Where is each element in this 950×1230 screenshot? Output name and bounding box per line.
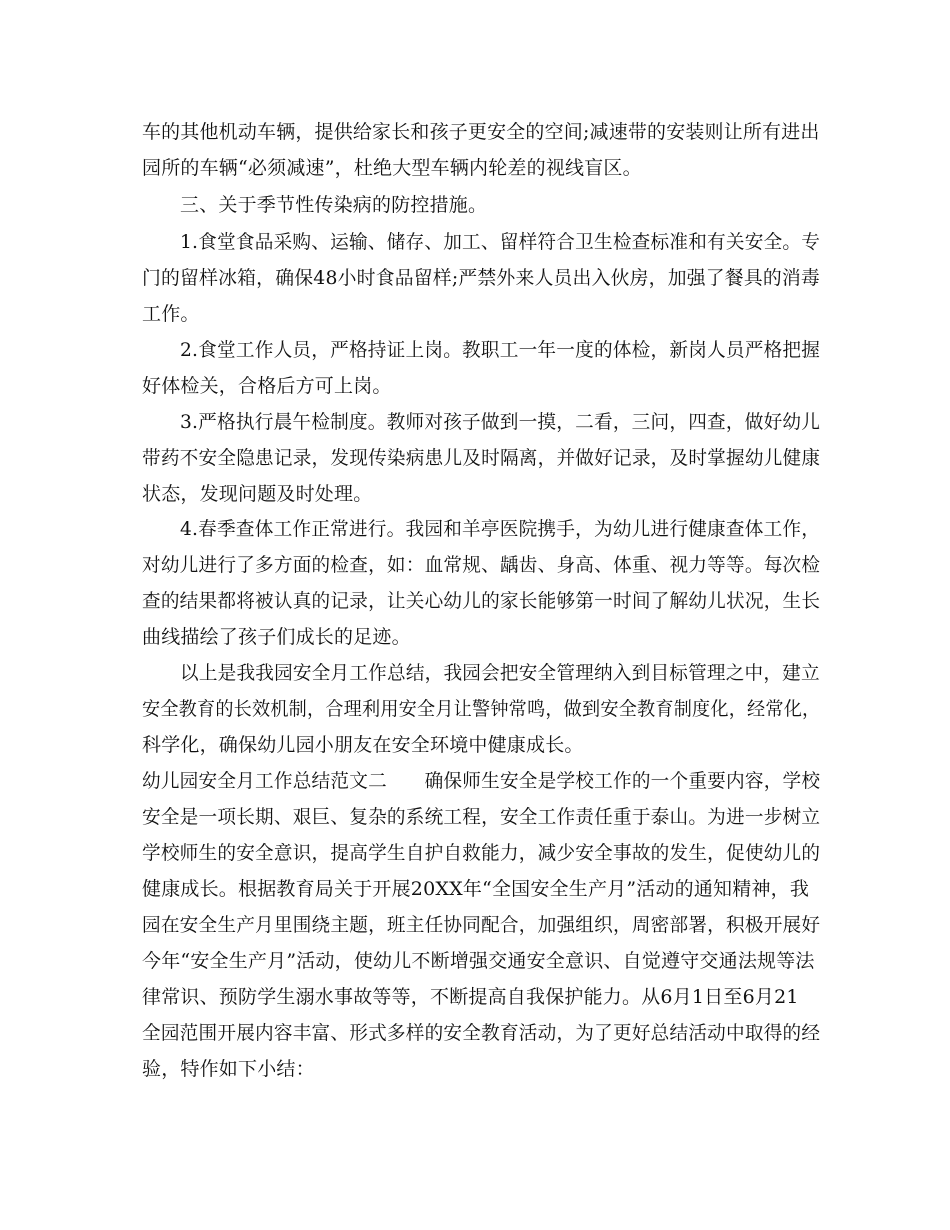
text-line: 健康成长。根据教育局关于开展20XX年“全国安全生产月”活动的通知精神，我 [142, 878, 810, 900]
text-line: 科学化，确保幼儿园小朋友在安全环境中健康成长。 [142, 734, 584, 756]
text-line: 车的其他机动车辆，提供给家长和孩子更安全的空间;减速带的安装则让所有进出 [142, 121, 820, 143]
text-line: 门的留样冰箱，确保48小时食品留样;严禁外来人员出入伙房，加强了餐具的消毒 [142, 267, 820, 289]
text-line: 园所的车辆“必须减速”，杜绝大型车辆内轮差的视线盲区。 [142, 157, 642, 179]
text-line: 曲线描绘了孩子们成长的足迹。 [142, 626, 411, 648]
text-line: 以上是我我园安全月工作总结，我园会把安全管理纳入到目标管理之中，建立 [180, 662, 820, 684]
text-line: 工作。 [142, 303, 200, 325]
text-line: 园在安全生产月里围绕主题，班主任协同配合，加强组织，周密部署，积极开展好 [142, 914, 821, 936]
text-line: 4.春季查体工作正常进行。我园和羊亭医院携手，为幼儿进行健康查体工作， [180, 518, 821, 540]
section-title-line: 幼儿园安全月工作总结范文二 确保师生安全是学校工作的一个重要内容，学校 [142, 770, 821, 792]
text-line: 今年“安全生产月”活动，使幼儿不断增强交通安全意识、自觉遵守交通法规等法 [142, 950, 815, 972]
text-line: 律常识、预防学生溺水事故等等，不断提高自我保护能力。从6月1日至6月21 [142, 986, 799, 1008]
text-line: 查的结果都将被认真的记录，让关心幼儿的家长能够第一时间了解幼儿状况，生长 [142, 590, 821, 612]
text-line: 3.严格执行晨午检制度。教师对孩子做到一摸，二看，三问，四查，做好幼儿 [180, 411, 821, 433]
text-line: 全园范围开展内容丰富、形式多样的安全教育活动，为了更好总结活动中取得的经 [142, 1022, 821, 1044]
text-line: 1.食堂食品采购、运输、储存、加工、留样符合卫生检查标准和有关安全。专 [180, 231, 821, 253]
text-line: 状态，发现问题及时处理。 [142, 483, 373, 505]
text-line: 带药不安全隐患记录，发现传染病患儿及时隔离，并做好记录，及时掌握幼儿健康 [142, 447, 821, 469]
section-heading: 三、关于季节性传染病的防控措施。 [180, 194, 488, 216]
text-line: 安全教育的长效机制，合理利用安全月让警钟常鸣，做到安全教育制度化，经常化， [142, 698, 821, 720]
text-line: 2.食堂工作人员，严格持证上岗。教职工一年一度的体检，新岗人员严格把握 [180, 339, 821, 361]
text-line: 对幼儿进行了多方面的检查，如：血常规、龋齿、身高、体重、视力等等。每次检 [142, 554, 821, 576]
text-line: 学校师生的安全意识，提高学生自护自救能力，减少安全事故的发生，促使幼儿的 [142, 842, 821, 864]
text-line: 好体检关，合格后方可上岗。 [142, 375, 392, 397]
text-line: 验，特作如下小结： [142, 1058, 315, 1080]
text-line: 安全是一项长期、艰巨、复杂的系统工程，安全工作责任重于泰山。为进一步树立 [142, 806, 821, 828]
